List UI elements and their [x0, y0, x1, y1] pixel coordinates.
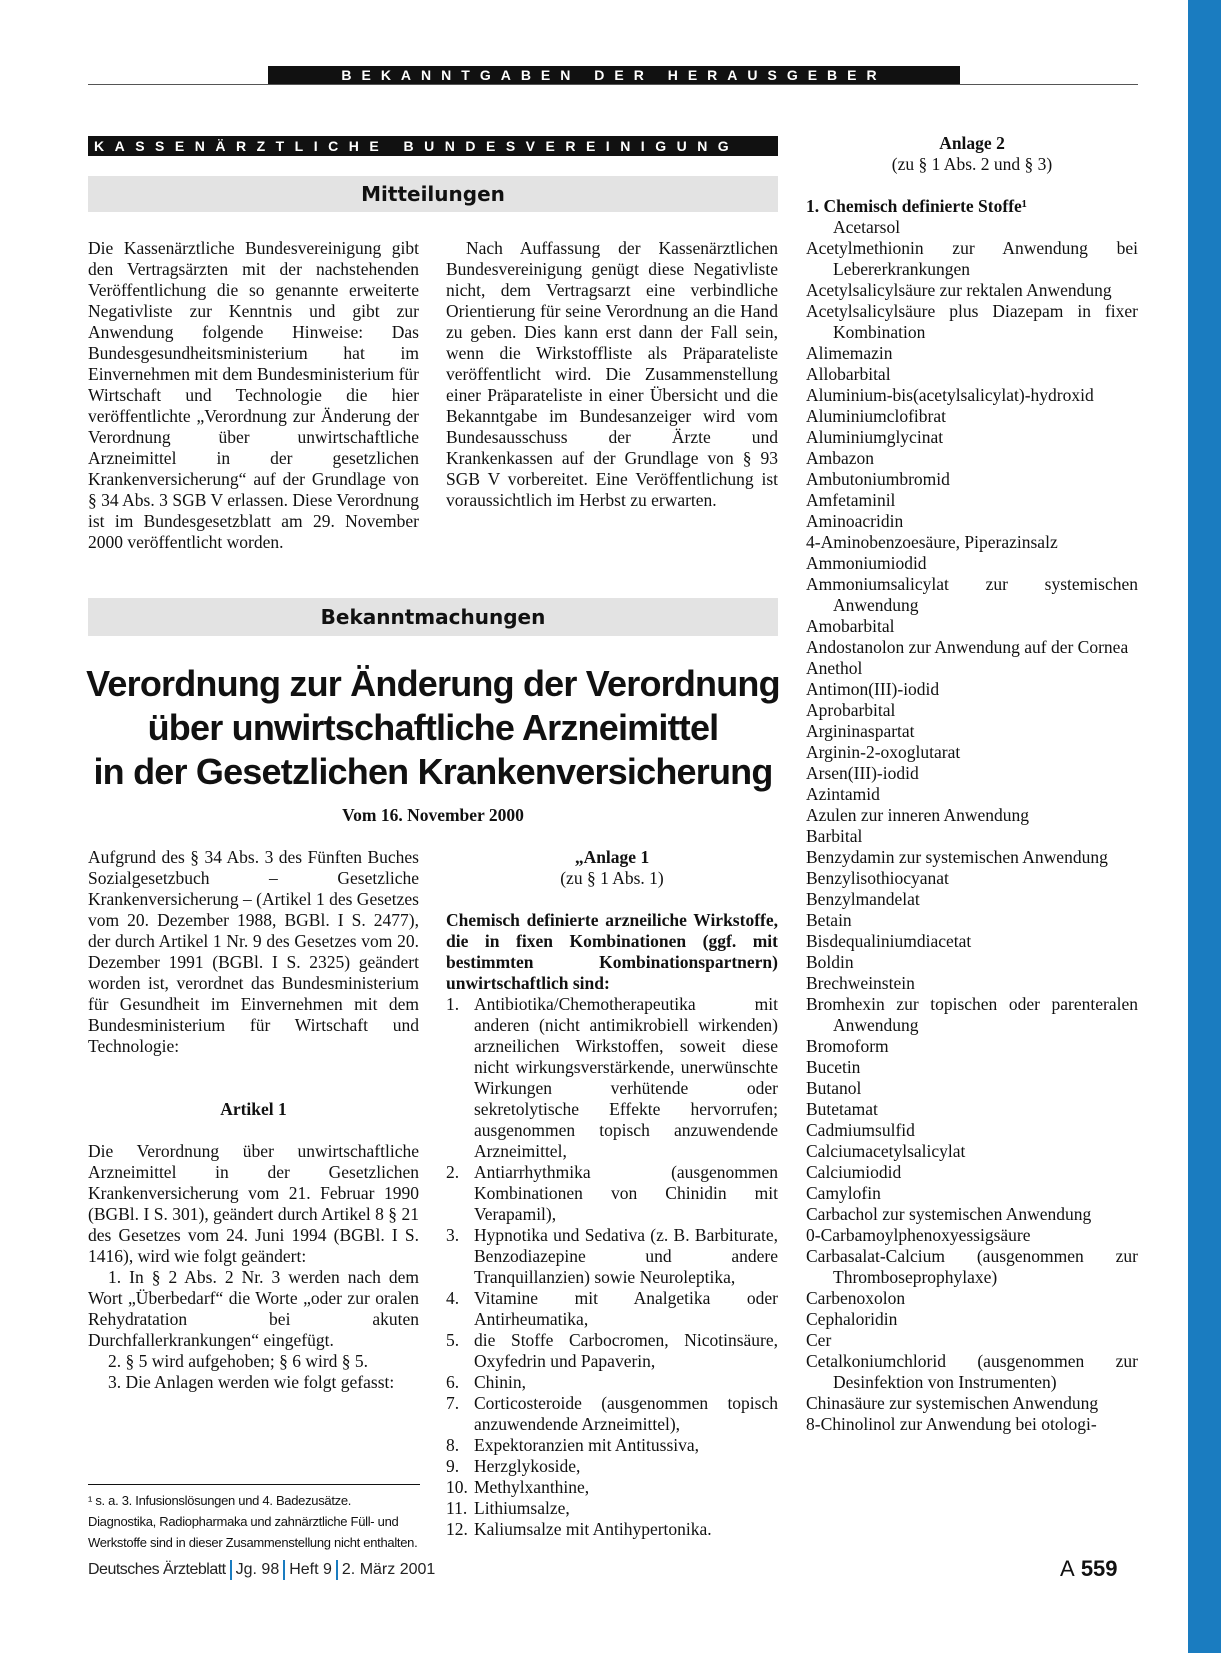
anlage2-section: 1. Chemisch definierte Stoffe¹ [806, 196, 1028, 216]
substance-item: Acetylsalicylsäure zur rektalen Anwendung [806, 280, 1112, 300]
substance-item: Aluminiumclofibrat [806, 406, 946, 426]
substance-item: Chinasäure zur systemischen Anwendung [806, 1393, 1099, 1413]
footer-date: 2. März 2001 [341, 1561, 436, 1579]
footer-issue: Heft 9 [289, 1561, 332, 1579]
list-number: 9. [446, 1456, 460, 1476]
substance-item: Butetamat [806, 1099, 878, 1119]
mitteilungen-text-1: Die Kassenärztliche Bundesvereinigung gibt den Vertragsärzten mit der nachstehenden Veröffentlichung die so genannte erweiterte Negativliste zur Kenntnis und gibt zur Anwendung folgende Hinweise: Das Bundesgesundheitsministerium hat im Einvernehmen mit dem Bundesministerium für Wirtschaft und Technologie die hier veröffentlichte „Verordnung zur Änderung der Verordnung über unwirtschaftliche Arzneimittel in der gesetzlichen Krankenversicherung“ auf der Grundlage von § 34 Abs. 3 SGB V erlassen. Diese Verordnung ist im Bundesgesetzblatt am 29. November 2000 veröffentlicht worden. [88, 238, 419, 552]
list-text: Hypnotika und Sedativa (z. B. Barbiturate, Benzodiazepine und andere Tranquillanzien) sowie Neuroleptika, [474, 1225, 778, 1287]
artikel-item: 2. § 5 wird aufgehoben; § 6 wird § 5. [108, 1351, 369, 1371]
substance-item: Butanol [806, 1078, 862, 1098]
list-text: Methylxanthine, [474, 1477, 590, 1497]
anlage2-col [806, 133, 1138, 1435]
substance-item: Alimemazin [806, 343, 893, 363]
list-item [446, 1162, 778, 1225]
list-item [446, 994, 778, 1162]
list-item [446, 1477, 778, 1498]
list-number: 10. [446, 1477, 468, 1497]
substance-item: Betain [806, 910, 852, 930]
substance-item: Ambazon [806, 448, 875, 468]
substance-item: Cephaloridin [806, 1309, 898, 1329]
artikel-item: 1. In § 2 Abs. 2 Nr. 3 werden nach dem Wort „Überbedarf“ die Worte „oder zur oralen Rehydratation bei akuten Durchfallerkrankungen“ eingefügt. [88, 1267, 419, 1350]
substance-item: Amobarbital [806, 616, 895, 636]
list-text: Expektoranzien mit Antitussiva, [474, 1435, 700, 1455]
anlage1-intro: Chemisch definierte arzneiliche Wirkstoffe, die in fixen Kombinationen (ggf. mit bestimmten Kombinationspartnern) unwirtschaftlich sind: [446, 910, 778, 993]
substance-item: Calciumacetylsalicylat [806, 1141, 966, 1161]
list-text: die Stoffe Carbocromen, Nicotinsäure, Oxyfedrin und Papaverin, [474, 1330, 778, 1371]
section-bekanntmachungen: Bekanntmachungen [88, 598, 778, 636]
anlage1-title: „Anlage 1 [574, 847, 650, 867]
substance-list [806, 217, 1138, 1435]
list-item [446, 1288, 778, 1330]
mitteilungen-text-2: Nach Auffassung der Kassenärztlichen Bundesvereinigung genügt diese Negativliste nicht, dem Vertragsarzt eine verbindliche Orientierung für seine Verordnung an die Hand zu geben. Dies kann erst dann der Fall sein, wenn die Wirkstoffliste als Präparateliste veröffentlicht wird. Die Zusammenstellung einer Präparateliste in einer Übersicht und die Bekanntgabe im Bundesanzeiger wird vom Bundesausschuss der Ärzte und Krankenkassen auf der Grundlage von § 93 SGB V vorbereitet. Eine Veröffentlichung ist voraussichtlich im Herbst zu erwarten. [446, 238, 778, 510]
substance-item: Andostanolon zur Anwendung auf der Cornea [806, 637, 1129, 657]
list-number: 4. [446, 1288, 460, 1308]
mitteilungen-col2 [446, 238, 778, 511]
kbv-band: KASSENÄRZTLICHE BUNDESVEREINIGUNG [88, 136, 778, 156]
anlage1-col [446, 847, 778, 1540]
substance-item: Acetylmethionin zur Anwendung bei Lebererkrankungen [806, 238, 1138, 279]
footnote: ¹ s. a. 3. Infusionslösungen und 4. Badezusätze. Diagnostika, Radiopharmaka und zahnärztliche Füll- und Werkstoffe sind in dieser Zusammenstellung nicht enthalten. [88, 1493, 418, 1550]
substance-item: Cadmiumsulfid [806, 1120, 915, 1140]
substance-item: Cer [806, 1330, 832, 1350]
mitteilungen-col1 [88, 238, 419, 553]
artikel-text: Die Verordnung über unwirtschaftliche Arzneimittel in der Gesetzlichen Krankenversicherung vom 21. Februar 1990 (BGBl. I S. 301), geändert durch Artikel 8 § 21 des Gesetzes vom 24. Juni 1994 (BGBl. I S. 1416), wird wie folgt geändert: [88, 1141, 419, 1266]
substance-item: Antimon(III)-iodid [806, 679, 940, 699]
anlage1-ref: (zu § 1 Abs. 1) [560, 868, 664, 888]
page-number [1060, 1556, 1118, 1582]
substance-item: Aluminiumglycinat [806, 427, 944, 447]
list-text: Kaliumsalze mit Antihypertonika. [474, 1519, 712, 1539]
list-item [446, 1372, 778, 1393]
substance-item: Barbital [806, 826, 863, 846]
substance-item: Brechweinstein [806, 973, 915, 993]
footer [88, 1560, 435, 1580]
substance-item: Bucetin [806, 1057, 861, 1077]
substance-item: Amfetaminil [806, 490, 896, 510]
list-number: 1. [446, 994, 460, 1014]
list-number: 11. [446, 1498, 468, 1518]
substance-item: Ambutoniumbromid [806, 469, 950, 489]
substance-item: Calciumiodid [806, 1162, 902, 1182]
list-number: 2. [446, 1162, 460, 1182]
substance-item: Anethol [806, 658, 863, 678]
list-number: 6. [446, 1372, 460, 1392]
substance-item: Acetylsalicylsäure plus Diazepam in fixer Kombination [806, 301, 1138, 342]
page-prefix: A [1060, 1556, 1075, 1581]
list-number: 8. [446, 1435, 460, 1455]
list-text: Chinin, [474, 1372, 527, 1392]
header-band: BEKANNTGABEN DER HERAUSGEBER [268, 66, 960, 84]
anlage2-ref: (zu § 1 Abs. 2 und § 3) [891, 154, 1053, 174]
substance-item: Cetalkoniumchlorid (ausgenommen zur Desinfektion von Instrumenten) [806, 1351, 1138, 1392]
list-item [446, 1225, 778, 1288]
list-text: Lithiumsalze, [474, 1498, 570, 1518]
anlage1-list [446, 994, 778, 1540]
substance-item: Azintamid [806, 784, 880, 804]
list-item [446, 1519, 778, 1540]
section-mitteilungen: Mitteilungen [88, 176, 778, 212]
substance-item: Aluminium-bis(acetylsalicylat)-hydroxid [806, 385, 1094, 405]
header-rule [88, 84, 1138, 85]
artikel-item: 3. Die Anlagen werden wie folgt gefasst: [108, 1372, 395, 1392]
substance-item: Benzydamin zur systemischen Anwendung [806, 847, 1108, 867]
title-line-3: in der Gesetzlichen Krankenversicherung [93, 751, 773, 792]
intro-text: Aufgrund des § 34 Abs. 3 des Fünften Buches Sozialgesetzbuch – Gesetzliche Krankenversicherung – (Artikel 1 des Gesetzes vom 20. Dezember 1988, BGBl. I S. 2477), der durch Artikel 1 Nr. 9 des Gesetzes vom 20. Dezember 1991 (BGBl. I S. 2325) geändert worden ist, verordnet das Bundesministerium für Gesundheit im Einvernehmen mit dem Bundesministerium für Wirtschaft und Technologie: [88, 847, 419, 1056]
substance-item: Arsen(III)-iodid [806, 763, 919, 783]
substance-item: Acetarsol [833, 217, 901, 237]
page-edge-bar [1188, 0, 1221, 1653]
footnote-rule [88, 1484, 420, 1485]
substance-item: Camylofin [806, 1183, 881, 1203]
title-date: Vom 16. November 2000 [342, 805, 524, 825]
list-item [446, 1456, 778, 1477]
list-text: Corticosteroide (ausgenommen topisch anzuwendende Arzneimittel), [474, 1393, 778, 1434]
substance-item: 8-Chinolinol zur Anwendung bei otologi- [806, 1414, 1097, 1434]
substance-item: Ammoniumsalicylat zur systemischen Anwendung [806, 574, 1138, 615]
substance-item: Allobarbital [806, 364, 891, 384]
list-item [446, 1498, 778, 1519]
list-text: Antibiotika/Chemotherapeutika mit anderen (nicht antimikrobiell wirkenden) arzneilichen Wirkstoffen, soweit diese nicht wirkungsverstärkende, unerwünschte Wirkungen verhütende oder sekretolytische Effekte hervorrufen; ausgenommen topisch anzuwendende Arzneimittel, [474, 994, 778, 1161]
substance-item: Azulen zur inneren Anwendung [806, 805, 1030, 825]
footer-journal: Deutsches Ärzteblatt [88, 1561, 226, 1579]
substance-item: 4-Aminobenzoesäure, Piperazinsalz [806, 532, 1058, 552]
substance-item: Ammoniumiodid [806, 553, 927, 573]
substance-item: Carbasalat-Calcium (ausgenommen zur Thromboseprophylaxe) [806, 1246, 1138, 1287]
list-item [446, 1435, 778, 1456]
substance-item: Carbachol zur systemischen Anwendung [806, 1204, 1092, 1224]
list-item [446, 1393, 778, 1435]
substance-item: Bromoform [806, 1036, 889, 1056]
page-title [84, 662, 782, 794]
substance-item: Benzylisothiocyanat [806, 868, 949, 888]
list-number: 7. [446, 1393, 460, 1413]
page-number-value: 559 [1080, 1556, 1118, 1581]
footer-separator [283, 1560, 285, 1580]
title-line-2: über unwirtschaftliche Arzneimittel [147, 707, 719, 748]
list-text: Herzglykoside, [474, 1456, 581, 1476]
substance-item: 0-Carbamoylphenoxyessigsäure [806, 1225, 1031, 1245]
list-item [446, 1330, 778, 1372]
substance-item: Argininaspartat [806, 721, 915, 741]
footer-volume: Jg. 98 [235, 1561, 280, 1579]
title-line-1: Verordnung zur Änderung der Verordnung [86, 663, 780, 704]
substance-item: Boldin [806, 952, 854, 972]
substance-item: Carbenoxolon [806, 1288, 906, 1308]
substance-item: Aprobarbital [806, 700, 896, 720]
list-number: 5. [446, 1330, 460, 1350]
list-text: Antiarrhythmika (ausgenommen Kombinationen von Chinidin mit Verapamil), [474, 1162, 778, 1224]
substance-item: Aminoacridin [806, 511, 904, 531]
anlage2-title: Anlage 2 [939, 133, 1005, 153]
footer-separator [230, 1560, 232, 1580]
list-number: 3. [446, 1225, 460, 1245]
artikel-heading: Artikel 1 [220, 1099, 287, 1119]
substance-item: Bisdequaliniumdiacetat [806, 931, 972, 951]
list-text: Vitamine mit Analgetika oder Antirheumatika, [474, 1288, 778, 1329]
list-number: 12. [446, 1519, 468, 1539]
substance-item: Arginin-2-oxoglutarat [806, 742, 961, 762]
substance-item: Benzylmandelat [806, 889, 920, 909]
footer-separator [336, 1560, 338, 1580]
bekanntmachung-col1 [88, 847, 419, 1393]
substance-item: Bromhexin zur topischen oder parenteralen Anwendung [806, 994, 1138, 1035]
